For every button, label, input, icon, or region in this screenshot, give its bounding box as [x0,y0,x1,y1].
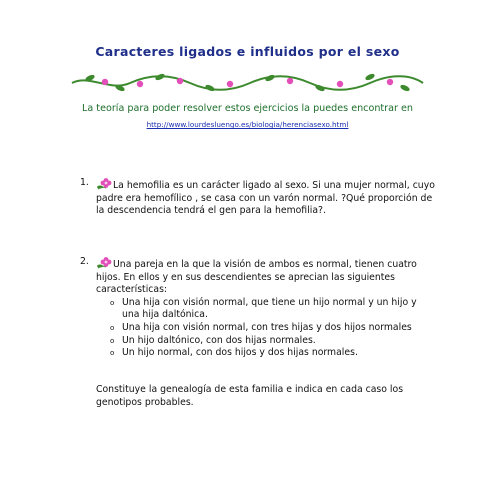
flower-icon [96,256,112,269]
bullet: o [110,336,115,345]
list-item: o Una hija con visión normal, que tiene un hijo normal y un hijo y una hija daltónica. [110,296,417,321]
question-2 [80,256,436,360]
question-text: Una pareja en la que la visión de ambos es normal, tienen cuatro hijos. En ellos y en sus descendientes se aprecian las siguientes características: [96,259,417,296]
list-item: o Una hija con visión normal, con tres hijas y dos hijos normales [110,321,412,333]
question-text: La hemofilia es un carácter ligado al sexo. Si una mujer normal, cuyo padre era hemofílico , se casa con un varón normal. ?Qué proporción de la descendencia tendrá el gen para la hemofilia?. [96,180,435,217]
question-1 [80,177,436,218]
subtitle: La teoría para poder resolver estos ejercicios la puedes encontrar en [82,103,413,114]
final-instruction: Constituye la genealogía de esta familia e indica en cada caso los genotipos probables. [96,384,404,408]
characteristics-list [96,297,436,360]
bullet: o [110,349,115,358]
list-item: o Un hijo daltónico, con dos hijas normales. [110,334,316,346]
question-number: 2. [80,256,89,267]
list-item: o Un hijo normal, con dos hijos y dos hijas normales. [110,347,358,359]
flower-icon [96,177,112,190]
flower-vine-divider [70,72,425,94]
theory-link[interactable]: http://www.lourdesluengo.es/biologia/herenciasexo.html [146,120,349,129]
bullet: o [110,298,115,307]
page-title: Caracteres ligados e influidos por el sexo [95,44,400,59]
bullet: o [110,323,115,332]
question-number: 1. [80,177,89,188]
